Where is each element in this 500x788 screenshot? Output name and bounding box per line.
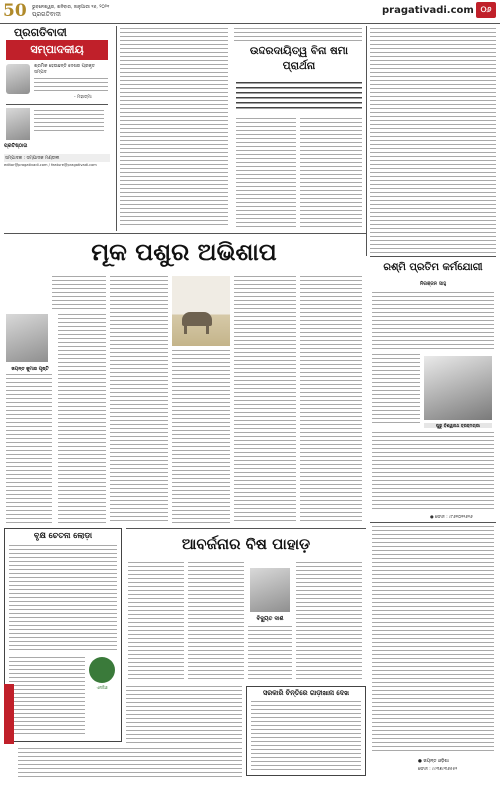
editorial-col-3	[172, 350, 230, 524]
bottom-left-box-title: ବୃକ୍ଷ ଚେତନା ଲୋଡ଼ା	[33, 531, 93, 540]
bottom-article-col-3	[296, 562, 362, 682]
signature-name: ● ଜୟନ୍ତ ଓଡ଼ିଶା	[418, 759, 449, 764]
right-article-footer: ● ଫୋନ : ୯୮୬୧୦୧୨୬୨୬	[430, 514, 473, 519]
top-article-col-1	[120, 28, 228, 228]
paper-logo: ପ୍ରଗତିବାଦୀ	[14, 26, 67, 39]
left-sidebar	[4, 26, 114, 231]
masthead-info-lines	[34, 110, 104, 134]
column-divider-right	[366, 26, 367, 256]
editorial-col-2	[110, 276, 168, 524]
bottom-article-top-rule	[126, 528, 366, 529]
bottom-article-col-2b	[248, 626, 292, 682]
anniversary-logo	[3, 1, 29, 23]
quote-text: ଶ୍ରମିକ ହେଉଛନ୍ତି ଦେଶର ପ୍ରକୃତ ସମ୍ପଦ	[34, 64, 95, 75]
right-article-narrow-col	[372, 354, 420, 426]
right-column-top-text	[370, 28, 496, 253]
bottom-strip-col-2	[18, 748, 242, 780]
bottom-left-box-text-2	[9, 657, 85, 737]
right-article-subhead: ନିରଞ୍ଜନ ସାହୁ	[419, 281, 447, 287]
bottom-left-box	[4, 528, 122, 742]
editorial-intro-lines	[52, 276, 106, 312]
section-title-banner	[6, 40, 108, 60]
right-article-headline: ରଶ୍ମି ପ୍ରତିମ କର୍ମଯୋଗୀ	[383, 262, 483, 273]
bottom-article-author-name: ବିଦ୍ୟୁତ ଦାଶ	[256, 616, 284, 622]
anniversary-number: 50	[3, 1, 27, 21]
right-column-lower-text	[372, 526, 494, 752]
right-article-col-body	[372, 432, 494, 512]
bottom-article-headline-block	[126, 530, 366, 558]
ngo-logo-label: ଏନଜିଓ	[96, 685, 108, 690]
editor-info: ସମ୍ପାଦକ : ସମ୍ପାଦକ ମଣ୍ଡଳୀ	[4, 154, 110, 162]
editorial-top-divider	[4, 233, 366, 234]
top-article-col-3-body	[300, 118, 362, 228]
column-divider-left	[116, 26, 117, 231]
bottom-article-headline: ଆବର୍ଜନାର ବିଷ ପାହାଡ଼	[181, 535, 311, 553]
right-article-bottom-rule	[370, 522, 496, 523]
bottom-article-col-2	[188, 562, 244, 682]
editorial-headline-block	[4, 236, 364, 270]
page-number-badge	[476, 2, 496, 18]
right-article-headline-block	[370, 258, 496, 280]
contact-email[interactable]: editor@pragativadi.com / feature@pragativadi.com	[4, 163, 97, 167]
editorial-photo	[172, 276, 230, 346]
top-article-col-2-body	[236, 118, 296, 228]
editorial-col-1	[58, 314, 106, 524]
editorial-author-name: ଜୟନ୍ତ କୁମାର ପୃଷ୍ଟି	[11, 367, 49, 372]
founder-portrait	[6, 108, 30, 140]
date-line: ଭୁବନେଶ୍ୱର, ଶନିବାର, ଜାନୁଆରୀ ୧୬, ୨୦୨୧	[32, 5, 110, 10]
top-article-headline-block	[236, 44, 362, 78]
editorial-author-photo	[6, 314, 48, 362]
bottom-article-col-1	[128, 562, 184, 682]
quote-author: - ମହାତ୍ମା	[74, 95, 92, 100]
bottom-box-title: ସରକାରି ଚିନ୍ତିରେ ଗାଡ଼ୀଖାନା ଦେଖ	[263, 689, 349, 697]
top-article-col-2-upper	[234, 28, 362, 42]
bottom-box	[246, 686, 366, 776]
bottom-left-box-text	[9, 545, 117, 653]
ngo-logo	[89, 657, 115, 690]
sidebar-divider	[6, 104, 108, 105]
section-title: ସମ୍ପାଦକୀୟ	[30, 43, 84, 56]
right-article-col-top	[372, 292, 494, 352]
gandhi-portrait	[6, 64, 30, 94]
bottom-box-text	[251, 701, 361, 773]
top-article-lede	[236, 82, 362, 112]
editorial-headline: ମୂକ ପଶୁର ଅଭିଶାପ	[91, 237, 277, 266]
signature-line: ଫୋନ : ୯୯୩୭୯୩୬୫୫୨	[418, 766, 458, 771]
bottom-article-author-photo	[250, 568, 290, 612]
website-url[interactable]: pragativadi.com	[382, 5, 474, 16]
right-article-top-rule	[370, 256, 496, 257]
right-article-photo	[424, 356, 492, 420]
editorial-author-bio	[6, 374, 52, 524]
right-article-photo-caption: ପୁରୁ ବିଶ୍ୱନାଥ ବ୍ରହ୍ମଚାରୀ	[424, 423, 492, 428]
editorial-col-4	[234, 276, 296, 524]
bottom-strip-col-1	[126, 686, 242, 744]
bottom-vertical-tag	[4, 684, 14, 744]
page-number: ୦୬	[480, 5, 492, 14]
editorial-col-5	[300, 276, 362, 524]
quote-body-lines	[34, 78, 108, 92]
masthead-paper-name: ପ୍ରଗତିବାଦୀ	[32, 11, 61, 18]
top-article-headline: ଉଦ୍ଦରଦାୟିତ୍ୱ ବିନା ଷମା ପ୍ରାର୍ଥନା	[249, 45, 349, 72]
masthead	[0, 0, 500, 24]
founder-title: ପ୍ରତିଷ୍ଠାତା	[4, 143, 28, 149]
masthead-divider	[0, 23, 500, 24]
